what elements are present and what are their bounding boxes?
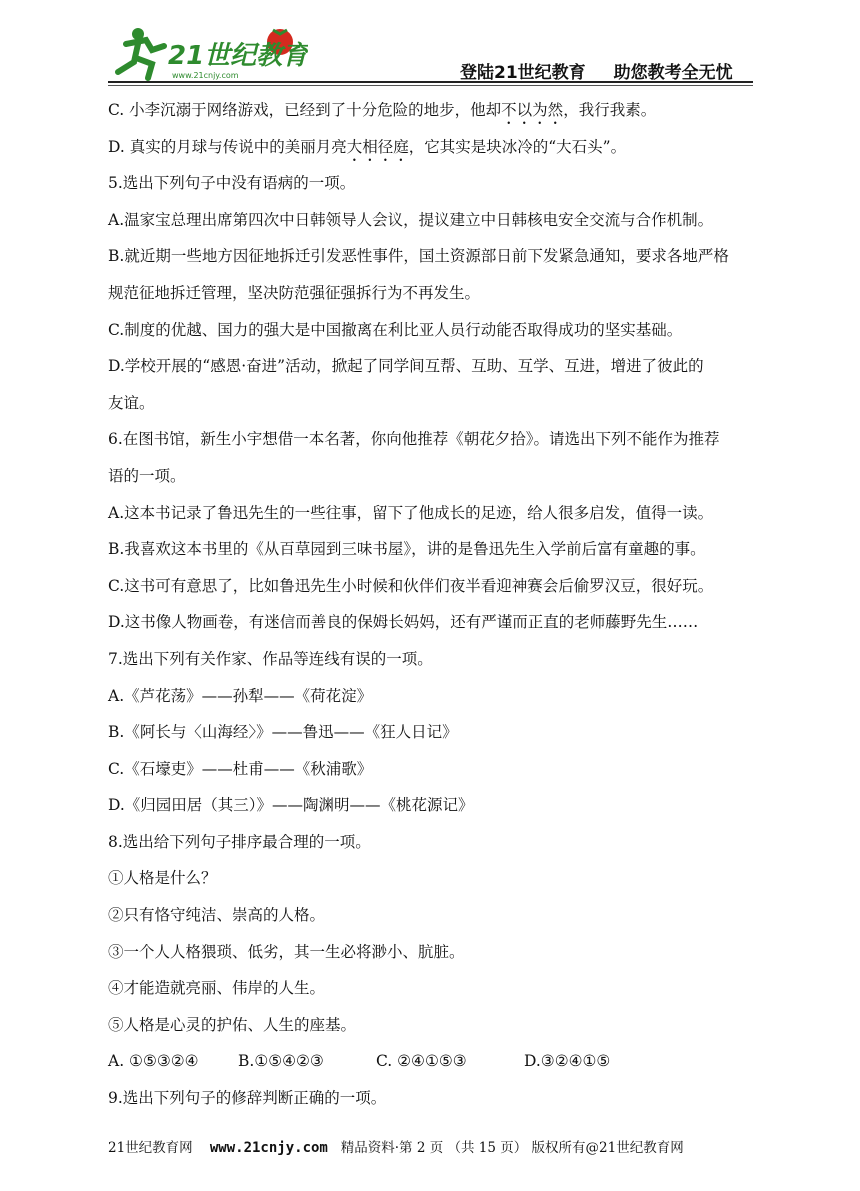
option-6b: B.我喜欢这本书里的《从百草园到三味书屋》，讲的是鲁迅先生入学前后富有童趣的事。 [108,540,706,559]
option-8d: D.③②④①⑤ [524,1052,611,1071]
footer-info: 精品资料·第 2 页 （共 15 页） 版权所有@21世纪教育网 [340,1140,684,1156]
question-9: 9.选出下列句子的修辞判断正确的一项。 [108,1089,387,1108]
option-5b: B.就近期一些地方因征地拆迁引发恶性事件，国土资源部日前下发紧急通知，要求各地严格 [108,247,729,266]
slogan-right: 助您教考全无忧 [613,63,733,83]
option-7a: A.《芦花荡》——孙犁——《荷花淀》 [108,686,373,705]
emphasized-phrase: 大相径庭 [346,137,409,156]
footer-url[interactable]: www.21cnjy.com [209,1140,328,1156]
sentence-5: ⑤人格是心灵的护佑、人生的座基。 [108,1015,357,1034]
footer-site: 21世纪教育网 [108,1140,193,1156]
option-7b: B.《阿长与〈山海经〉》——鲁迅——《狂人日记》 [108,723,458,742]
header-divider-thin [108,85,753,86]
option-5b-cont: 规范征地拆迁管理，坚决防范强征强拆行为不再发生。 [108,283,481,302]
question-6-cont: 语的一项。 [108,466,186,485]
logo-url: www.21cnjy.com [172,71,239,80]
sentence-3: ③一个人人格猥琐、低劣，其一生必将渺小、肮脏。 [108,942,465,961]
option-5c: C.制度的优越、国力的强大是中国撤离在利比亚人员行动能否取得成功的坚实基础。 [108,320,683,339]
sentence-4: ④才能造就亮丽、伟岸的人生。 [108,979,326,998]
emphasized-phrase: 不以为然 [501,101,564,119]
option-5d-cont: 友谊。 [108,393,155,412]
option-5a: A.温家宝总理出席第四次中日韩领导人会议，提议建立中日韩核电安全交流与合作机制。 [108,210,714,229]
option-5d: D.学校开展的“感恩·奋进”活动，掀起了同学间互帮、互助、互学、互进，增进了彼此的 [108,357,704,376]
sentence-1: ①人格是什么？ [108,869,217,888]
option-8a: A. ①⑤③②④ [108,1052,199,1071]
page-footer [108,1136,758,1156]
header-slogan [460,58,733,83]
option-8c: C. ②④①⑤③ [376,1052,467,1071]
header-divider [108,81,753,83]
question-8-options [108,1043,758,1080]
logo [108,22,308,82]
sentence-2: ②只有恪守纯洁、崇高的人格。 [108,906,326,925]
option-4d: D. 真实的月球与传说中的美丽月亮大相径庭，它其实是块冰冷的“大石头”。 [108,137,627,156]
option-4c: C. 小李沉溺于网络游戏，已经到了十分危险的地步，他却不以为然，我行我素。 [108,101,657,119]
question-6: 6.在图书馆，新生小宇想借一本名著，你向他推荐《朝花夕拾》。请选出下列不能作为推荐 [108,430,720,449]
question-5: 5.选出下列句子中没有语病的一项。 [108,174,356,193]
option-8b: B.①⑤④②③ [238,1052,324,1071]
document-body [108,92,758,1117]
option-6d: D.这书像人物画卷，有迷信而善良的保姆长妈妈，还有严谨而正直的老师藤野先生…… [108,613,699,632]
question-8: 8.选出给下列句子排序最合理的一项。 [108,832,371,851]
slogan-left: 登陆21世纪教育 [460,63,586,83]
logo-icon [108,22,308,82]
page-header [0,0,860,84]
option-7c: C.《石壕吏》——杜甫——《秋浦歌》 [108,759,373,778]
option-6a: A.这本书记录了鲁迅先生的一些往事，留下了他成长的足迹，给人很多启发，值得一读。 [108,503,714,522]
option-6c: C.这书可有意思了，比如鲁迅先生小时候和伙伴们夜半看迎神赛会后偷罗汉豆，很好玩。 [108,576,714,595]
option-7d: D.《归园田居（其三）》——陶渊明——《桃花源记》 [108,796,474,815]
question-7: 7.选出下列有关作家、作品等连线有误的一项。 [108,649,433,668]
logo-text: 21世纪教育 [168,41,308,71]
